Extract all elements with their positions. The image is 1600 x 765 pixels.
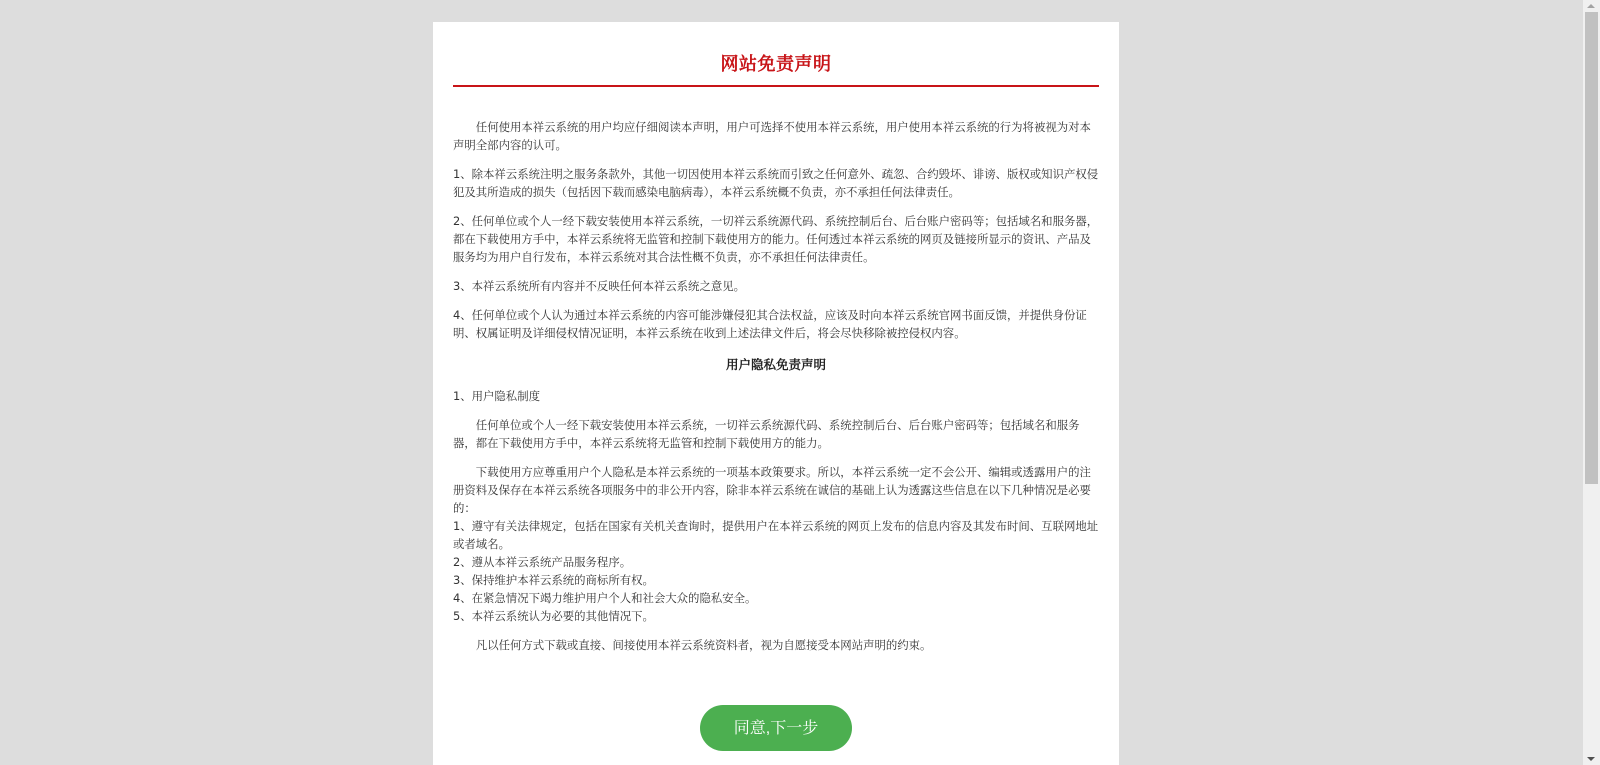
privacy-subtitle: 用户隐私免责声明 — [725, 357, 826, 372]
title-divider — [453, 85, 1099, 87]
privacy-section-heading: 1、用户隐私制度 — [453, 389, 540, 403]
scroll-up-arrow-icon[interactable] — [1587, 4, 1595, 8]
action-bar — [433, 705, 1119, 751]
intro-paragraph: 任何使用本祥云系统的用户均应仔细阅读本声明，用户可选择不使用本祥云系统，用户使用本祥云系统的行为将被视为对本声明全部内容的认可。 — [453, 120, 1091, 152]
vertical-scrollbar[interactable] — [1583, 0, 1600, 765]
closing-paragraph: 凡以任何方式下载或直接、间接使用本祥云系统资料者，视为自愿接受本网站声明的约束。 — [475, 638, 932, 652]
privacy-condition-item: 5、本祥云系统认为必要的其他情况下。 — [453, 609, 654, 623]
clause-2: 2、任何单位或个人一经下载安装使用本祥云系统，一切祥云系统源代码、系统控制后台、后台账户密码等；包括域名和服务器，都在下载使用方手中，本祥云系统将无监管和控制下载使用方的能力。任何透过本祥云系统的网页及链接所显示的资讯、产品及服务均为用户自行发布，本祥云系统对其合法性概不负责，亦不承担任何法律责任。 — [453, 214, 1099, 264]
privacy-condition-item: 2、遵从本祥云系统产品服务程序。 — [453, 555, 632, 569]
disclaimer-content — [453, 118, 1099, 665]
privacy-conditions — [453, 463, 1099, 625]
scrollbar-thumb[interactable] — [1585, 12, 1598, 484]
disclaimer-panel — [433, 22, 1119, 765]
clause-1: 1、除本祥云系统注明之服务条款外，其他一切因使用本祥云系统而引致之任何意外、疏忽、合约毁坏、诽谤、版权或知识产权侵犯及其所造成的损失（包括因下载而感染电脑病毒），本祥云系统概不负责，亦不承担任何法律责任。 — [453, 167, 1099, 199]
privacy-condition-item: 4、在紧急情况下竭力维护用户个人和社会大众的隐私安全。 — [453, 591, 757, 605]
scroll-down-arrow-icon[interactable] — [1587, 757, 1595, 761]
privacy-paragraph-2: 下载使用方应尊重用户个人隐私是本祥云系统的一项基本政策要求。所以，本祥云系统一定不会公开、编辑或透露用户的注册资料及保存在本祥云系统各项服务中的非公开内容，除非本祥云系统在诚信的基础上认为透露这些信息在以下几种情况是必要的： — [453, 465, 1091, 515]
page-title: 网站免责声明 — [720, 54, 832, 75]
privacy-condition-item: 1、遵守有关法律规定，包括在国家有关机关查询时，提供用户在本祥云系统的网页上发布的信息内容及其发布时间、互联网地址或者域名。 — [453, 519, 1099, 551]
clause-3: 3、本祥云系统所有内容并不反映任何本祥云系统之意见。 — [453, 279, 746, 293]
privacy-paragraph-1: 任何单位或个人一经下载安装使用本祥云系统，一切祥云系统源代码、系统控制后台、后台账户密码等；包括域名和服务器，都在下载使用方手中，本祥云系统将无监管和控制下载使用方的能力。 — [453, 418, 1080, 450]
privacy-condition-item: 3、保持维护本祥云系统的商标所有权。 — [453, 573, 654, 587]
agree-next-button[interactable]: 同意,下一步 — [700, 705, 852, 751]
clause-4: 4、任何单位或个人认为通过本祥云系统的内容可能涉嫌侵犯其合法权益，应该及时向本祥云系统官网书面反馈，并提供身份证明、权属证明及详细侵权情况证明，本祥云系统在收到上述法律文件后，将会尽快移除被控侵权内容。 — [453, 308, 1087, 340]
